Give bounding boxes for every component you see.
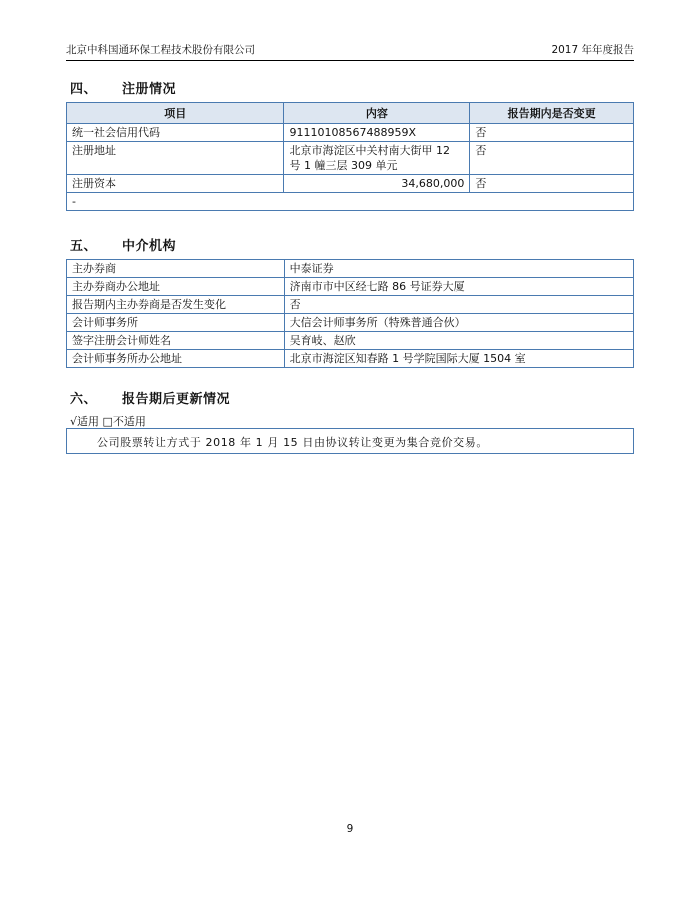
row-value: 吴育岐、赵欣 bbox=[284, 332, 633, 350]
content-line: 号 1 幢三层 309 单元 bbox=[289, 159, 398, 172]
column-header: 项目 bbox=[67, 103, 284, 124]
section-number: 四、 bbox=[70, 82, 98, 97]
row-value: 大信会计师事务所（特殊普通合伙） bbox=[284, 314, 633, 332]
section-title-text: 中介机构 bbox=[122, 239, 177, 254]
row-content bbox=[284, 142, 470, 175]
table-row bbox=[67, 278, 634, 296]
row-content: 34,680,000 bbox=[284, 175, 470, 193]
row-item: 统一社会信用代码 bbox=[67, 124, 284, 142]
post-period-update-box bbox=[66, 428, 634, 454]
intermediary-table bbox=[66, 259, 634, 368]
section-title-text: 注册情况 bbox=[122, 82, 177, 97]
row-changed: 否 bbox=[470, 124, 634, 142]
row-label: 会计师事务所 bbox=[67, 314, 285, 332]
column-header: 内容 bbox=[284, 103, 470, 124]
row-item: 注册地址 bbox=[67, 142, 284, 175]
section-number: 六、 bbox=[70, 392, 98, 407]
row-changed: 否 bbox=[470, 175, 634, 193]
section-registration-title bbox=[70, 78, 176, 97]
row-value: 北京市海淀区知春路 1 号学院国际大厦 1504 室 bbox=[284, 350, 633, 368]
row-label: 主办券商办公地址 bbox=[67, 278, 285, 296]
page-header bbox=[66, 42, 634, 61]
section-intermediary-title bbox=[70, 235, 176, 254]
table-row bbox=[67, 142, 634, 175]
registration-table bbox=[66, 102, 634, 211]
post-period-update-text: 公司股票转让方式于 2018 年 1 月 15 日由协议转让变更为集合竞价交易。 bbox=[97, 436, 488, 449]
table-note: - bbox=[67, 193, 634, 211]
table-row bbox=[67, 175, 634, 193]
row-changed: 否 bbox=[470, 142, 634, 175]
row-label: 报告期内主办券商是否发生变化 bbox=[67, 296, 285, 314]
table-note-row bbox=[67, 193, 634, 211]
row-content: 91110108567488959X bbox=[284, 124, 470, 142]
table-row bbox=[67, 124, 634, 142]
section-post-period-title bbox=[70, 388, 230, 407]
row-label: 会计师事务所办公地址 bbox=[67, 350, 285, 368]
table-header-row bbox=[67, 103, 634, 124]
row-label: 主办券商 bbox=[67, 260, 285, 278]
table-row bbox=[67, 332, 634, 350]
table-row bbox=[67, 260, 634, 278]
header-company: 北京中科国通环保工程技术股份有限公司 bbox=[66, 44, 255, 56]
section-number: 五、 bbox=[70, 239, 98, 254]
table-row bbox=[67, 350, 634, 368]
section-title-text: 报告期后更新情况 bbox=[122, 392, 231, 407]
page-number: 9 bbox=[346, 823, 354, 835]
column-header: 报告期内是否变更 bbox=[470, 103, 634, 124]
table-row bbox=[67, 296, 634, 314]
row-item: 注册资本 bbox=[67, 175, 284, 193]
row-value: 济南市市中区经七路 86 号证券大厦 bbox=[284, 278, 633, 296]
table-row bbox=[67, 314, 634, 332]
applicability-options: √适用 □不适用 bbox=[70, 415, 146, 428]
content-line: 北京市海淀区中关村南大街甲 12 bbox=[289, 144, 450, 157]
row-label: 签字注册会计师姓名 bbox=[67, 332, 285, 350]
header-report-title: 2017 年年度报告 bbox=[551, 44, 634, 56]
row-value: 中泰证券 bbox=[284, 260, 633, 278]
row-value: 否 bbox=[284, 296, 633, 314]
